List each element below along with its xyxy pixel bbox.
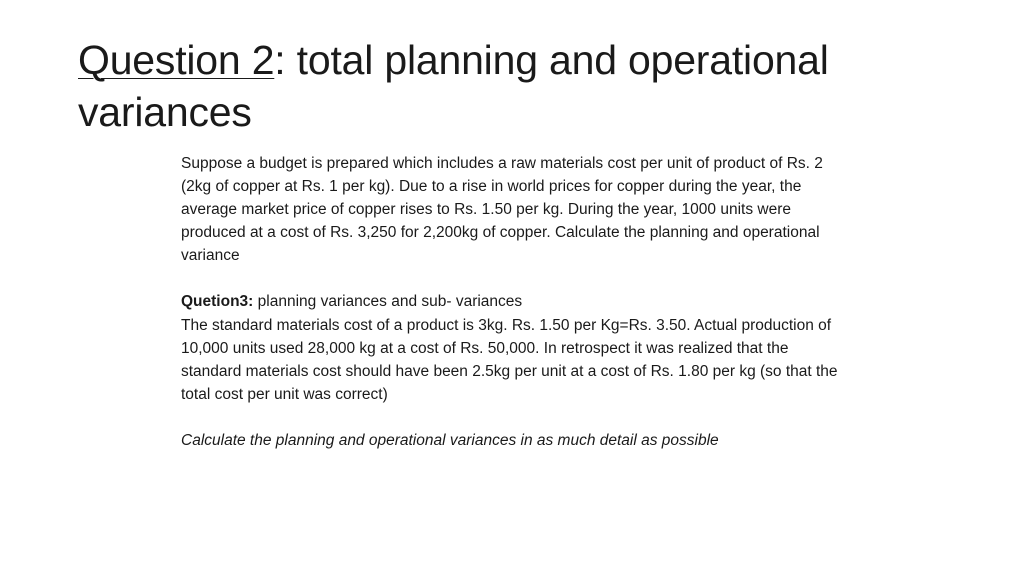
slide-title bbox=[78, 34, 978, 138]
question3-body: The standard materials cost of a product is 3kg. Rs. 1.50 per Kg=Rs. 3.50. Actual production of 10,000 units used 28,000 kg at a cost of Rs. 50,000. In retrospect it was realized that the standard materials cost should have been 2.5kg per unit at a cost of Rs. 1.80 per kg (so that the total cost per unit was correct) bbox=[181, 316, 838, 403]
spacer bbox=[181, 267, 841, 290]
title-lead: Question 2 bbox=[78, 37, 275, 83]
slide-content bbox=[181, 152, 841, 452]
title-rest: : total planning and operational variances bbox=[78, 37, 829, 135]
question3-label: Quetion3: bbox=[181, 293, 254, 311]
question3-heading-line bbox=[181, 290, 841, 313]
question3-heading: planning variances and sub- variances bbox=[253, 293, 523, 311]
question3-instruction: Calculate the planning and operational variances in as much detail as possible bbox=[181, 431, 719, 449]
question2-body: Suppose a budget is prepared which includes a raw materials cost per unit of product of Rs. 2 (2kg of copper at Rs. 1 per kg). Due to a rise in world prices for copper during the year, the average market price of copper rises to Rs. 1.50 per kg. During the year, 1000 units were produced at a cost of Rs. 3,250 for 2,200kg of copper. Calculate the planning and operational variance bbox=[181, 155, 823, 265]
spacer bbox=[181, 406, 841, 429]
